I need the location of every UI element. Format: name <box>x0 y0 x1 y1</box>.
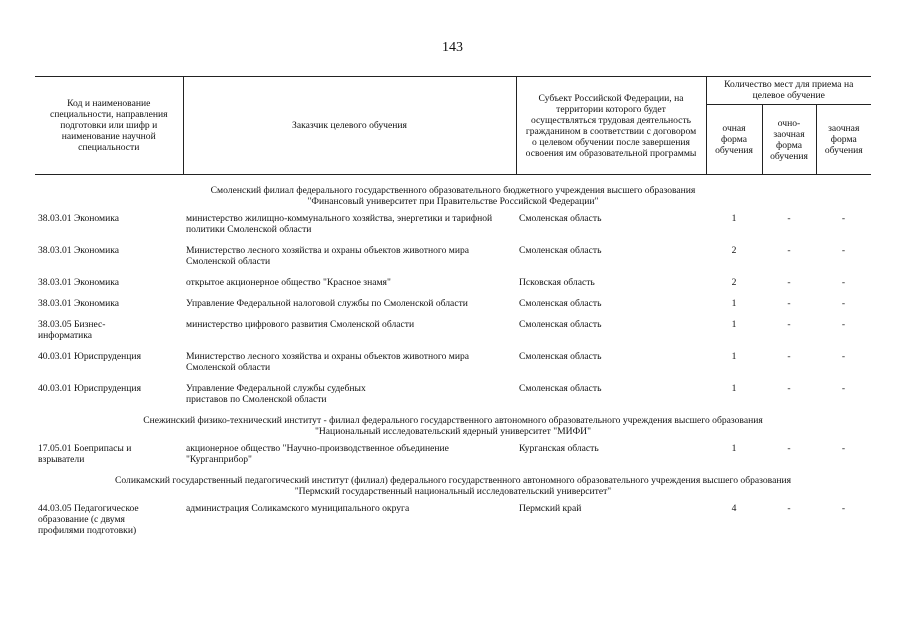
header-distance: заочная форма обучения <box>816 105 871 175</box>
organization-row <box>35 415 871 443</box>
cell-distance: - <box>841 503 846 514</box>
cell-customer: Министерство лесного хозяйства и охраны объектов животного мира Смоленской области <box>186 245 470 267</box>
organization-title-line2: "Финансовый университет при Правительстве Российской Федерации" <box>307 196 599 207</box>
cell-customer: Министерство лесного хозяйства и охраны объектов животного мира Смоленской области <box>186 351 470 373</box>
cell-region: Смоленская область <box>519 213 602 224</box>
cell-parttime: - <box>787 213 791 224</box>
cell-customer: администрация Соликамского муниципального округа <box>186 503 410 514</box>
organization-title-line2: "Национальный исследовательский ядерный университет "МИФИ" <box>314 426 592 437</box>
cell-fulltime: 1 <box>731 443 737 454</box>
table-row <box>35 213 871 245</box>
cell-code: 38.03.01 Экономика <box>38 277 120 288</box>
cell-distance: - <box>841 319 846 330</box>
cell-parttime: - <box>787 298 791 309</box>
table-row <box>35 319 871 351</box>
cell-region: Смоленская область <box>519 383 602 394</box>
header-customer: Заказчик целевого обучения <box>183 77 516 175</box>
cell-customer: Управление Федеральной налоговой службы по Смоленской области <box>186 298 468 309</box>
cell-fulltime: 1 <box>731 383 737 394</box>
cell-code: 17.05.01 Боеприпасы и взрыватели <box>38 443 132 465</box>
cell-parttime: - <box>787 277 791 288</box>
cell-fulltime: 2 <box>731 277 737 288</box>
table-row <box>35 503 871 546</box>
cell-fulltime: 1 <box>731 351 737 362</box>
table-row <box>35 443 871 475</box>
cell-distance: - <box>841 213 846 224</box>
cell-distance: - <box>841 245 846 256</box>
cell-customer: открытое акционерное общество "Красное знамя" <box>186 277 391 288</box>
header-fulltime: очная форма обучения <box>706 105 762 175</box>
cell-distance: - <box>841 383 846 394</box>
target-training-table <box>35 76 871 546</box>
cell-code: 38.03.01 Экономика <box>38 298 120 309</box>
header-parttime: очно-заочная форма обучения <box>762 105 816 175</box>
cell-distance: - <box>841 443 846 454</box>
cell-distance: - <box>841 298 846 309</box>
cell-code: 40.03.01 Юриспруденция <box>38 351 141 362</box>
cell-code: 38.03.01 Экономика <box>38 213 120 224</box>
cell-region: Смоленская область <box>519 351 602 362</box>
cell-region: Смоленская область <box>519 298 602 309</box>
cell-region: Псковская область <box>519 277 595 288</box>
organization-title-line1: Соликамский государственный педагогический институт (филиал) федерального государственного автономного образовательного учреждения высшего образования <box>114 475 792 486</box>
cell-region: Смоленская область <box>519 245 602 256</box>
cell-code: 38.03.05 Бизнес-информатика <box>38 319 106 341</box>
organization-row <box>35 475 871 503</box>
table-row <box>35 383 871 415</box>
cell-customer: акционерное общество "Научно-производственное объединение "Курганприбор" <box>186 443 449 465</box>
cell-parttime: - <box>787 383 791 394</box>
organization-title-line1: Снежинский физико-технический институт - филиал федерального государственного автономного образовательного учреждения высшего образования <box>143 415 763 426</box>
cell-parttime: - <box>787 503 791 514</box>
cell-parttime: - <box>787 443 791 454</box>
table-row <box>35 245 871 277</box>
cell-parttime: - <box>787 351 791 362</box>
cell-distance: - <box>841 351 846 362</box>
cell-fulltime: 2 <box>731 245 737 256</box>
header-places: Количество мест для приема на целевое обучение <box>706 77 871 105</box>
header-code: Код и наименование специальности, направления подготовки или шифр и наименование научной специальности <box>35 77 183 175</box>
organization-title-line1: Смоленский филиал федерального государственного образовательного бюджетного учреждения высшего образования <box>210 185 696 196</box>
header-region: Субъект Российской Федерации, на территории которого будет осуществляться трудовая деятельность гражданином в соответствии с договором о целевом обучении после завершения освоения им образовательной программы <box>516 77 706 175</box>
cell-fulltime: 1 <box>731 298 737 309</box>
organization-row <box>35 175 871 214</box>
cell-distance: - <box>841 277 846 288</box>
organization-title-line2: "Пермский государственный национальный исследовательский университет" <box>294 486 612 497</box>
cell-region: Смоленская область <box>519 319 602 330</box>
cell-region: Курганская область <box>519 443 599 454</box>
cell-customer: Управление Федеральной службы судебных приставов по Смоленской области <box>186 383 366 405</box>
cell-parttime: - <box>787 319 791 330</box>
cell-code: 44.03.05 Педагогическое образование (с двумя профилями подготовки) <box>38 503 139 536</box>
cell-fulltime: 1 <box>731 213 737 224</box>
table-row <box>35 277 871 298</box>
table-row <box>35 351 871 383</box>
cell-fulltime: 1 <box>731 319 737 330</box>
cell-region: Пермский край <box>519 503 582 514</box>
cell-fulltime: 4 <box>731 503 737 514</box>
cell-customer: министерство цифрового развития Смоленской области <box>186 319 415 330</box>
cell-parttime: - <box>787 245 791 256</box>
cell-code: 40.03.01 Юриспруденция <box>38 383 141 394</box>
cell-customer: министерство жилищно-коммунального хозяйства, энергетики и тарифной политики Смоленской области <box>186 213 493 235</box>
page-number: 143 <box>442 40 463 55</box>
table-row <box>35 298 871 319</box>
cell-code: 38.03.01 Экономика <box>38 245 120 256</box>
